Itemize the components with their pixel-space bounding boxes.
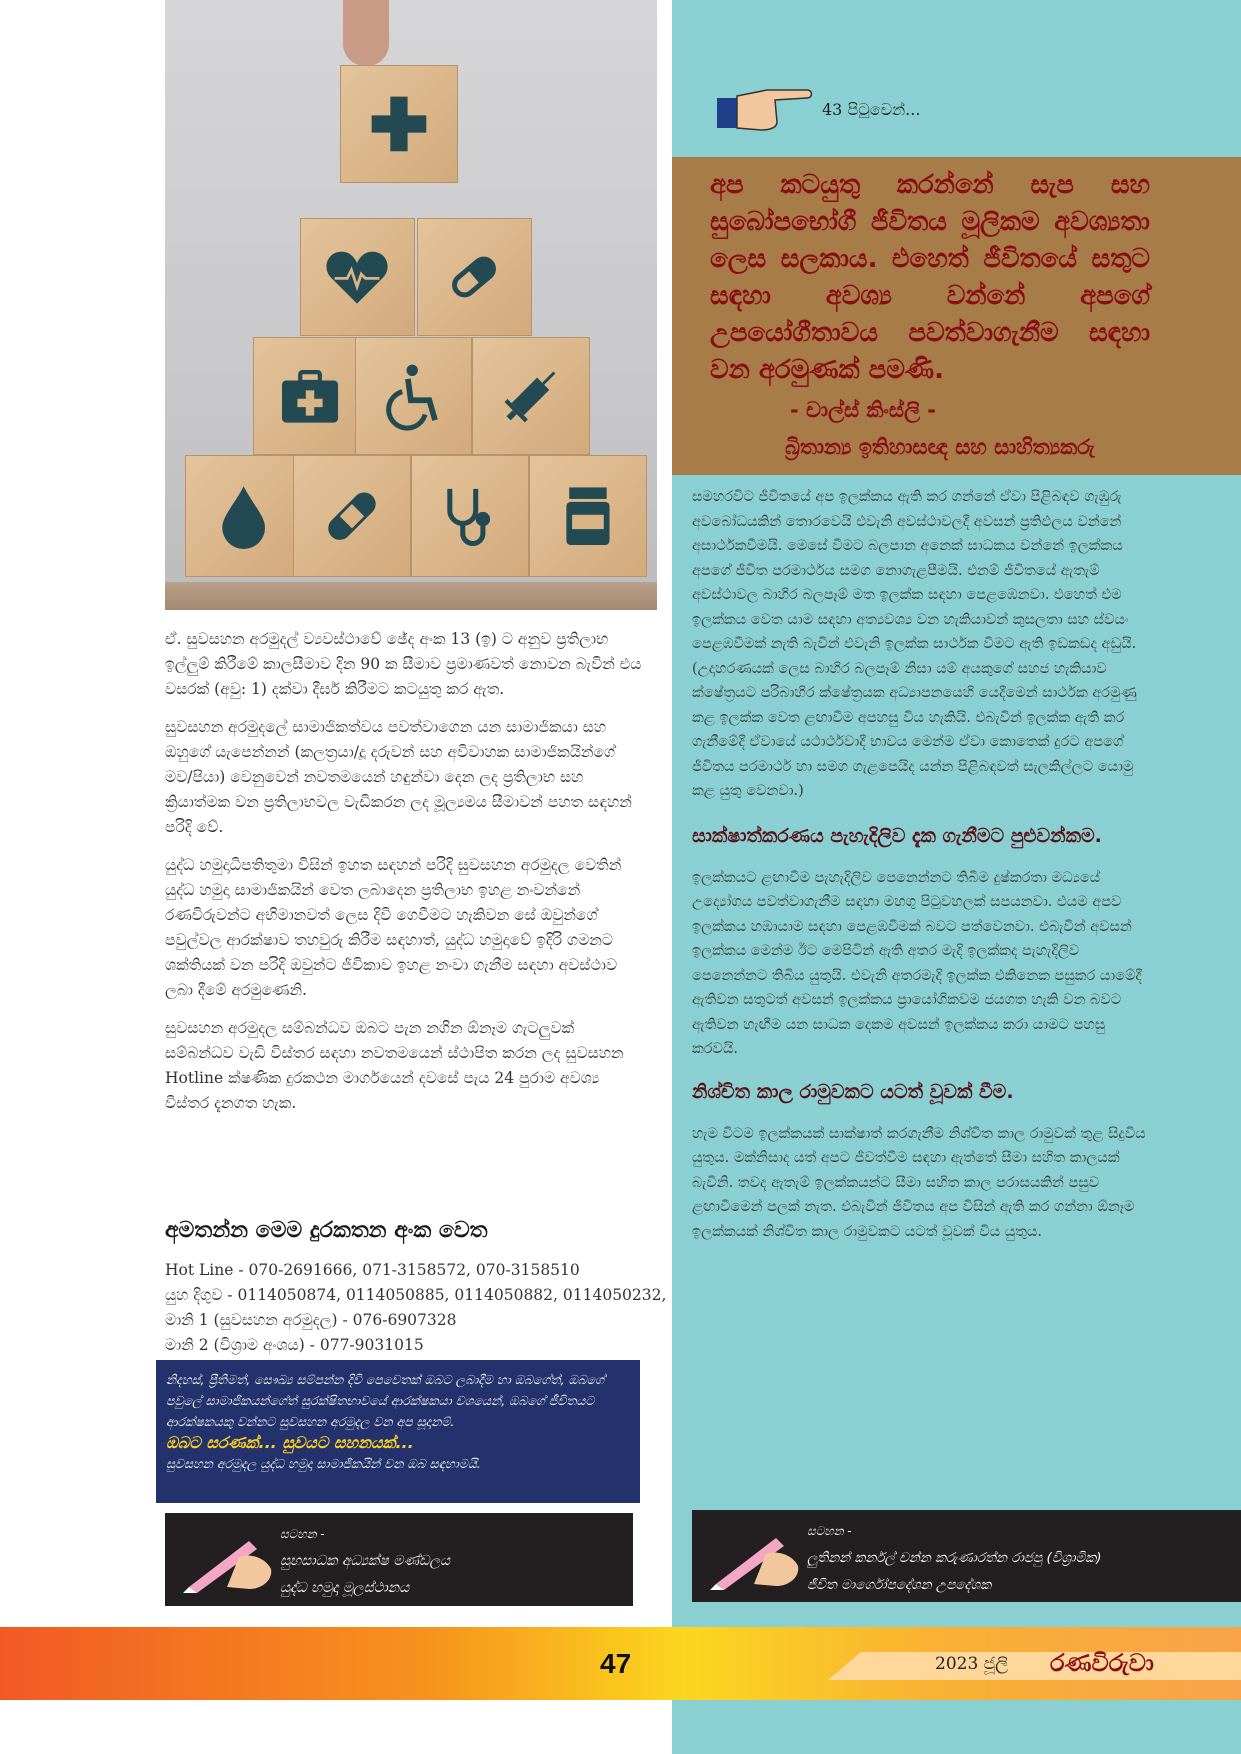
hotline-list	[165, 1258, 666, 1358]
banner-text: නිදහස්, ප්‍රීතිමත්, සෞඛ්‍ය සම්පන්න දිවි පෙවෙතක් ඔබට ලබාදීම හා ඔබගේත්, ඔබගේ පවුලේ සාමාජිකයන්ගේත් සුරක්ෂිතභාවයේ ආරක්ෂකයා වශයෙන්, ඔබගේ ජීවිතයට ආරක්ෂකයකු වන්නට සුවසහන අරමුදල වන අප සූදානම්.	[166, 1372, 605, 1429]
banner-slogan: ඔබට සරණක්... සුවයට සහනයක්...	[166, 1433, 414, 1452]
heart-icon	[300, 218, 415, 336]
left-paragraph-4: සුවසහන අරමුදල සම්බන්ධව ඔබට පැන නගින ඕනෑම ගැටලුවක් සම්බන්ධව වැඩි විස්තර සඳහා නවතමයෙන් ස්ථාපිත කරන ලද සුවසහන Hotline ක්ෂණික දුරකථන මාර්ගයෙන් දවසේ පැය 24 පුරාම අවශ්‍ය විස්තර දැනගත හැක.	[165, 1019, 624, 1112]
drop-icon	[185, 455, 302, 577]
left-paragraph-2: සුවසහන අරමුදලේ සාමාජිකත්වය පවත්වාගෙන යන සාමාජිකයා සහ ඔහුගේ යැපෙන්නන් (කලත්‍රයා/දූ දරුවන් සහ අවිවාහක සාමාජිකයින්ගේ මව/පියා) වෙනුවෙන් නවතමයෙන් හඳුන්වා දෙන ලද ප්‍රතිලාභ සහ ක්‍රියාත්මක වන ප්‍රතිලාභවල වැඩිකරන ලද මූල්‍යමය සීමාවන් පහත සඳහන් පරිදි වේ.	[165, 718, 632, 836]
hotline-line: මානි 1 (සුවසහන අරමුදල) - 076-6907328	[165, 1311, 457, 1329]
quote-role: බ්‍රිතාන්‍ය ඉතිහාසඥ සහ සාහිත්‍යකරු	[785, 435, 1095, 459]
left-paragraph-3: යුද්ධ හමුදාධිපතිතුමා විසින් ඉහත සඳහන් පරිදි සුවසහන අරමුදල වෙතින් යුද්ධ හමුදා සාමාජිකයින් වෙත ලබාදෙන ප්‍රතිලාභ ඉහළ නංවන්නේ රණවිරුවන්ට අභිමානවත් ලෙස දිවි ගෙවීමට හැකිවන සේ ඔවුන්ගේ පවුල්වල ආරක්ෂාව තහවුරු කිරීම සඳහාත්, යුද්ධ හමුදාවේ ඉදිරි ගමනට ශක්තියක් වන පරිදි ඔවුන්ට ජීවිකාව ඉහළ නංවා ගැනීම සඳහා අවස්ථාව ලබා දීමේ අරමුණෙනි.	[165, 856, 622, 999]
note-label: සටහන -	[807, 1524, 852, 1538]
section-heading: සාක්ෂාත්කරණය පැහැදිලිව දැක ගැනීමට පුළුවන්කම.	[692, 824, 1102, 847]
issue-date: 2023 ජූලි	[935, 1654, 1009, 1674]
continued-from: 43 පිටුවෙන්...	[822, 100, 921, 119]
section-heading: නිශ්චිත කාල රාමුවකට යටත් වූවක් වීම.	[692, 1080, 1014, 1103]
health-blocks-photo	[165, 0, 657, 610]
cross-icon	[340, 65, 458, 183]
right-paragraph-3: හැම විටම ඉලක්කයක් සාක්ෂාත් කරගැනීම නිශ්චිත කාල රාමුවක් තුළ සිදුවිය යුතුය. මක්නිසාද යත් අපට ජීවත්වීම සඳහා ඇත්තේ සීමා සහිත කාලයක් බැවිනි. තවද ඇතැම් ඉලක්කයන්ට සීමා සහිත කාල පරාසයකින් පසුව ළඟාවීමෙන් පලක් නැත. එබැවින් ජීවිතය අප විසින් ඇති කර ගන්නා ඕනෑම ඉලක්කයක් නිශ්චිත කාල රාමුවකට යටත් වූවක් විය යුතුය.	[692, 1125, 1146, 1240]
note-line: ජීවිත මාර්ගෝපදේශන උපදේශක	[807, 1577, 992, 1593]
right-paragraph-2: ඉලක්කයට ළඟාවීම පැහැදිලිව පෙනෙන්නට තිබීම දුෂ්කරතා මධ්‍යයේ උද්‍යෝගය පවත්වාගැනීම සඳහා මහගු පිටුවහලක් සපයනවා. එයම අපව ඉලක්කය හඹායාම සඳහා පෙළඹවීමක් බවට පත්වෙනවා. එබැවින් අවසන් ඉලක්කය මෙන්ම ඊට මෙපිටින් ඇති අතර මැදි ඉලක්කද පැහැදිලිව පෙනෙන්නට තිබිය යුතුයි. එවැනි අතරමැදි ඉලක්ක එකිනෙක පසුකර යාමේදී ඇතිවන සතුටත් අවසන් ඉලක්කය ප්‍රායෝගිකවම ජයගත හැකි වන බවට ඇතිවන හැඟීම යන සාධක දෙකම අවසන් ඉලක්කය කරා යාමට පහසු කරවයි.	[692, 869, 1142, 1057]
first-aid-kit-icon	[253, 337, 368, 455]
quote-author: - චාල්ස් කිංස්ලි -	[790, 398, 937, 422]
right-paragraph-1: සමහරවිට ජීවිතයේ අප ඉලක්කය ඇති කර ගන්නේ ඒවා පිළිබඳව ගැඹුරු අවබෝධයකින් තොරවෙයි එවැනි අවස්ථාවලදී අවසන් ප්‍රතිඵලය වන්නේ අසාර්ථකවීමයි. මෙසේ වීමට බලපාන අනෙක් සාධකය වන්නේ ඉලක්කය අපගේ ජීවිත පරමාර්ථය සමග නොගැළපීමයි. එනම් ජීවිතයේ ඇතැම් අවස්ථාවල බාහිර බලපෑම් මත ඉලක්ක සඳහා පෙළඹෙනවා. එහෙත් එම ඉලක්කය වෙත යාම සඳහා අත්‍යවශ්‍ය වන හැකියාවන් කුසලතා සහ ස්වයං පෙළඹවීමක් නැති බැවින් එවැනි ඉලක්ක සාර්ථක වීමට ඇති ඉඩකඩද අඩුයි. (උදාහරණයක් ලෙස බාහිර බලපෑම් නිසා යම් අයකුගේ සහජ හැකියාව ක්ෂේත්‍රයට පරිබාහිර ක්ෂේත්‍රයක අධ්‍යාපනයෙහි යෙදීමෙන් සාර්ථක අරමුණු කළ ඉලක්ක වෙත ළඟාවීම අපහසු විය හැකියි. එබැවින් ඉලක්ක ඇති කර ගැනීමේදී ඒවායේ යථාර්ථවාදී භාවය මෙන්ම ඒවා කොතෙක් දුරට අපගේ ජීවිතය පරමාර්ථ හා සමග ගැළපෙයිද යන්න පිළිබඳවත් සැලකිල්ලට යොමු කළ යුතු වෙනවා.)	[692, 489, 1137, 799]
stethoscope-icon	[411, 455, 529, 577]
quote-text: අප කටයුතු කරන්නේ සැප සහ සුබෝපභෝගී ජීවිතය මූලිකම අවශ්‍යතා ලෙස සලකාය. එහෙත් ජීවිතයේ සතුට සඳහා අවශ්‍ය වන්නේ අපගේ උපයෝගීතාවය පවත්වාගැනීම සඳහා වන අරමුණක් පමණි.	[710, 170, 1150, 385]
right-note-box	[692, 1510, 1241, 1602]
note-line: යුද්ධ හමුදා මූලස්ථානය	[280, 1580, 410, 1596]
fund-banner	[156, 1360, 640, 1503]
pen-hand-icon	[706, 1520, 802, 1592]
page-number: 47	[600, 1648, 632, 1679]
bandage-icon	[293, 455, 411, 577]
note-line: ලුතිනන් කර්නල් චන්න කරුණාරත්න රාජපු (විශ්‍රාමික)	[807, 1550, 1102, 1566]
wheelchair-icon	[355, 337, 472, 455]
shelf	[165, 582, 657, 610]
left-article	[165, 627, 645, 1116]
pill-icon	[417, 218, 532, 336]
hotline-line: Hot Line - 070-2691666, 071-3158572, 070-3158510	[165, 1261, 580, 1279]
note-label: සටහන -	[280, 1527, 325, 1541]
contact-heading: අමතන්න මෙම දුරකතන අංක වෙත	[165, 1218, 488, 1243]
pen-hand-icon	[179, 1523, 275, 1595]
note-line: සුභසාධක අධ්‍යක්ෂ මණ්ඩලය	[280, 1553, 451, 1569]
hotline-line: මානි 2 (විශ්‍රාම අංශය) - 077-9031015	[165, 1336, 424, 1354]
pointing-hand-icon	[715, 80, 815, 134]
medicine-jar-icon	[529, 455, 647, 577]
finger-illustration	[343, 0, 389, 66]
banner-footer: සුවසහන අරමුදල යුද්ධ හමුදා සාමාජිකයින් වන ඔබ සඳහාමයි.	[166, 1456, 481, 1471]
hotline-line: යුහ දිගුව - 0114050874, 0114050885, 0114050882, 0114050232,	[165, 1286, 667, 1304]
magazine-logo: රණවිරුවා	[1050, 1649, 1154, 1677]
right-article	[692, 485, 1152, 1244]
left-note-box	[165, 1513, 633, 1606]
syringe-icon	[472, 337, 590, 455]
left-paragraph-1: ඒ. සුවසහන අරමුදල් ව්‍යවස්ථාවේ ඡේද අංක 13 (ඉ) ට අනුව ප්‍රතිලාභ ඉල්ලුම් කිරීමේ කාලසීමාව දින 90 ක සීමාව ප්‍රමාණවත් නොවන බැවින් එය වසරක් (අවු: 1) දක්වා දීර්ඝ කිරීමට කටයුතු කර ඇත.	[165, 630, 642, 698]
footer-tab	[828, 1652, 1241, 1680]
